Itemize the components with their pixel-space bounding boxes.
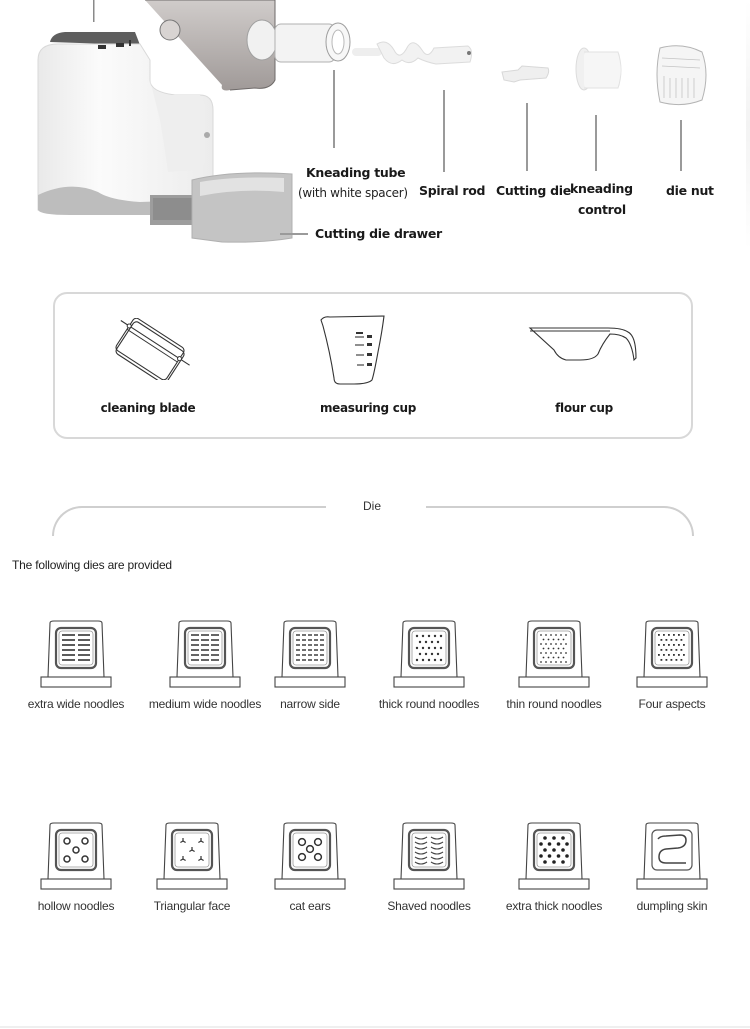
accessory-label-cleaning-blade: cleaning blade [100,401,196,415]
spiral-rod-illustration [352,36,474,76]
die-four-aspects [607,619,737,711]
die-label: narrow side [280,697,340,711]
die-cat-ears-icon [274,821,346,891]
die-extra-wide-noodles-icon [40,619,112,689]
die-thin-round-noodles [489,619,619,711]
cleaning-blade-icon [104,318,196,380]
die-thick-round-noodles [364,619,494,711]
die-heading-bracket-right [426,506,694,536]
die-medium-wide-noodles-icon [169,619,241,689]
die-narrow-side [245,619,375,711]
die-label: thick round noodles [378,697,480,711]
kneading-tube-pointer [333,70,335,148]
measuring-cup-icon [318,312,390,388]
spiral-rod-pointer [443,90,445,172]
die-dumpling-skin [607,821,737,913]
bottom-divider [0,1026,750,1028]
cutting-die-label: Cutting die [496,183,571,198]
die-label: hollow noodles [37,899,115,913]
cutting-die-illustration [500,64,552,86]
die-label: extra thick noodles [505,899,603,913]
die-label: Shaved noodles [387,899,471,913]
die-label: dumpling skin [636,899,708,913]
die-nut-illustration [654,44,710,110]
spiral-rod-label: Spiral rod [419,183,486,198]
die-cat-ears [245,821,375,913]
die-shaved-noodles [364,821,494,913]
die-triangular-face [127,821,257,913]
die-label: extra wide noodles [27,697,125,711]
die-hollow-noodles-icon [40,821,112,891]
die-extra-thick-noodles [489,821,619,913]
die-label: thin round noodles [506,697,602,711]
die-label: Triangular face [153,899,231,913]
die-dumpling-skin-icon [636,821,708,891]
die-nut-pointer [680,120,682,171]
accessory-label-measuring-cup: measuring cup [319,401,417,415]
kneading-control-label-1: kneading [570,181,633,196]
die-hollow-noodles [11,821,141,913]
die-section-title: Die [362,499,381,513]
drawer-pointer [280,233,308,235]
cutting-die-drawer-label: Cutting die drawer [315,226,442,241]
die-extra-thick-noodles-icon [518,821,590,891]
die-label: Four aspects [638,697,706,711]
dies-intro-text: The following dies are provided [12,558,172,572]
flour-cup-icon [528,324,644,374]
kneading-tube-note: (with white spacer) [298,186,408,200]
die-extra-wide-noodles [11,619,141,711]
edge-shadow [746,0,750,250]
kneading-control-pointer [595,115,597,171]
die-label: medium wide noodles [148,697,262,711]
kneading-control-illustration [574,46,626,94]
die-thick-round-noodles-icon [393,619,465,689]
noodle-machine-illustration [0,0,360,250]
die-narrow-side-icon [274,619,346,689]
cutting-die-pointer [526,103,528,171]
die-four-aspects-icon [636,619,708,689]
die-heading-bracket-left [52,506,326,536]
kneading-tube-label: Kneading tube [306,165,406,180]
kneading-control-label-2: control [578,202,626,217]
die-shaved-noodles-icon [393,821,465,891]
die-triangular-face-icon [156,821,228,891]
die-thin-round-noodles-icon [518,619,590,689]
die-label: cat ears [289,899,331,913]
accessory-label-flour-cup: flour cup [555,401,613,415]
die-nut-label: die nut [666,183,714,198]
